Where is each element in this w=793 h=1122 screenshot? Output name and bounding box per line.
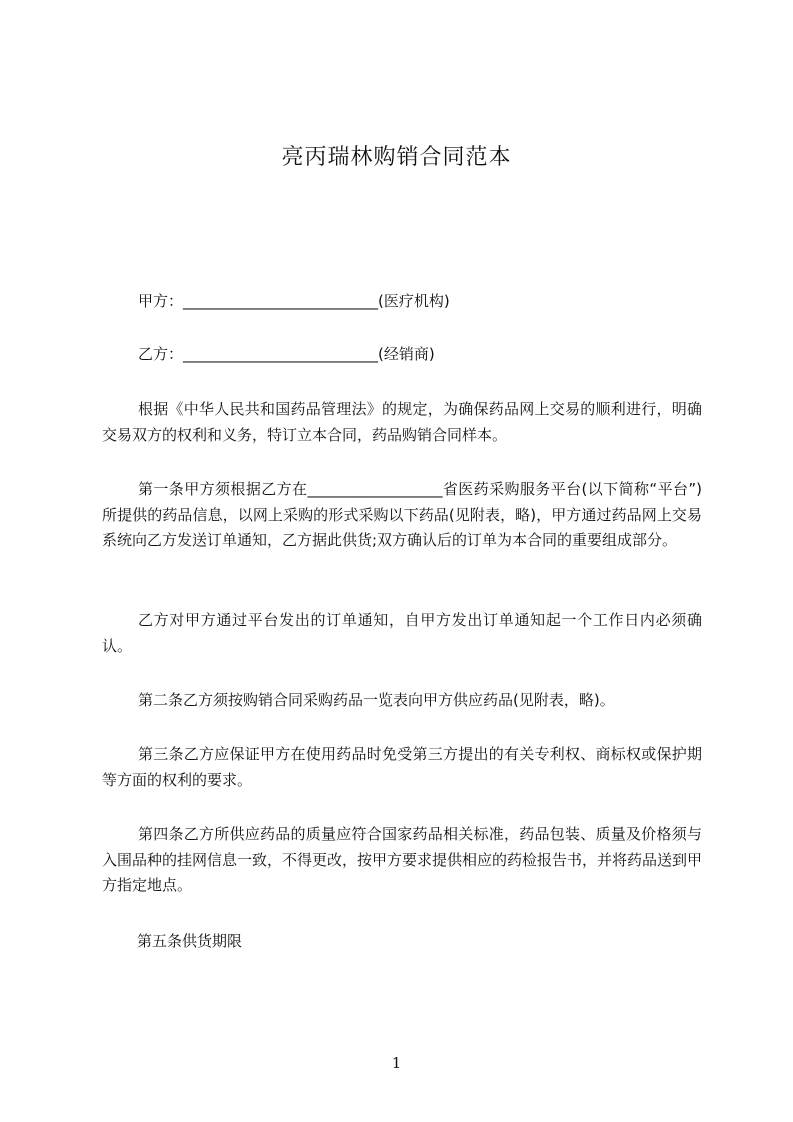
party-a-line: 甲方：__________________________(医疗机构) bbox=[138, 292, 450, 310]
paragraph-article-4: 第四条乙方所供应药品的质量应符合国家药品相关标准，药品包装、质量及价格须与入围品种的挂网信息一致，不得更改，按甲方要求提供相应的药检报告书，并将药品送到甲方指定地点。 bbox=[102, 825, 703, 894]
paragraph-article-1: 第一条甲方须根据乙方在__________________省医药采购服务平台(以下简称“平台”)所提供的药品信息，以网上采购的形式采购以下药品(见附表，略)，甲方通过药品网上交易系统向乙方发送订单通知，乙方据此供货;双方确认后的订单为本合同的重要组成部分。 bbox=[102, 480, 702, 549]
paragraph-article-3: 第三条乙方应保证甲方在使用药品时免受第三方提出的有关专利权、商标权或保护期等方面的权利的要求。 bbox=[102, 745, 702, 789]
paragraph-order-confirm: 乙方对甲方通过平台发出的订单通知，自甲方发出订单通知起一个工作日内必须确认。 bbox=[102, 611, 702, 655]
page-number: 1 bbox=[391, 1054, 402, 1072]
document-title: 亮丙瑞林购销合同范本 bbox=[281, 145, 512, 170]
paragraph-preamble: 根据《中华人民共和国药品管理法》的规定，为确保药品网上交易的顺利进行，明确交易双方的权利和义务，特订立本合同，药品购销合同样本。 bbox=[102, 400, 702, 444]
party-b-line: 乙方：__________________________(经销商) bbox=[138, 345, 435, 363]
paragraph-article-2: 第二条乙方须按购销合同采购药品一览表向甲方供应药品(见附表，略)。 bbox=[138, 691, 615, 709]
section-five-heading: 第五条供货期限 bbox=[137, 932, 243, 950]
